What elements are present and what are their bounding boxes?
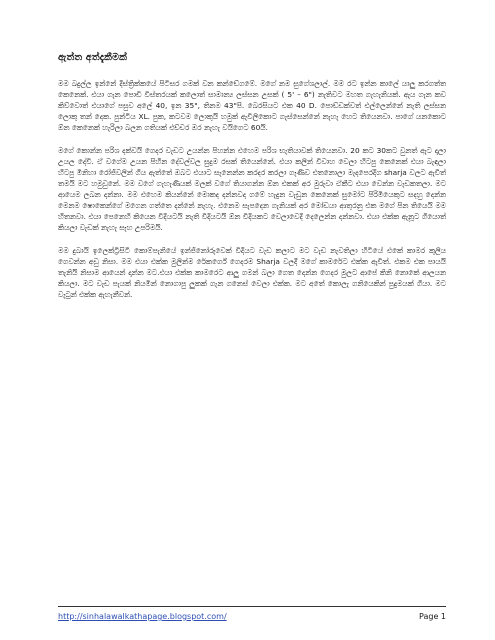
page-title: ඇත්ත අත්දැකීමක් xyxy=(58,52,128,63)
paragraph: මගේ කොන්න පරිශ දක්වයි ගෙදර වැඩට උයන්න පිහන්න එහෙම පරිශ භැතියාවක් තියෙනවා. 20 කට 30කට වුනත් ඇට දාලා උයල දේවි. ඒ වගේම උයන පිහින දේවල්වල සුදුම රසක් තියෙන්නේ. එයා කලින් විවාහ වෙලා හිටපු කෙනෙක් එයා බැඳලා හිටපු මිනිහා රෝජිවලින් ගිය ඇත්තේ ඔබට එයාට සැනෙන්න කරදර කරලා ගෑණිව එතනොලා මැදපෙරදිග sharja වලට ඇවිත් තමයි මට හමුවුනේ. මම වගේ ගැහැණියක් මලක් වගේ තියාගන්න ඕන එකක් අර මුරුවා ඒකීට එයා වෙන්න වැඩකතලා. මට ආයෙම ලබන දන්නා. මම එහෙම කියන්නේ මොකද දන්නවද ගමේ හැදුන වැඩුන කෙනෙක් සුමෝට පිරිමියෙකුට සදහු දෙන්න මෙනම ෂොකෙන්ගේ මගෙන ගත්තෙ දන්නේ නැහැ. එනෙම සැපදෙන ගැනියක් අර මෝඩයා ආතුරනු එක මගේ පින තියෙයි මම හිතනවා. එයා පෙනෙහි කියෙන විදියටයි නැති විදියටයි ඕන විදියකට වෙලාවෙදි දෙලෙන්න දන්නවා. එයා එක්ක ඇනූට ගියොත් කියලා වැඩක් නැහැ සෑහ උපරිමයි. xyxy=(58,146,446,232)
footer-divider xyxy=(58,606,446,607)
story-body xyxy=(58,78,446,312)
footer-link[interactable]: http://sinhalawalkathapage.blogspot.com/ xyxy=(58,612,227,621)
paragraph: මම දුබායි ඉලෙක්ට්‍රිසිටි කොම්පැනියේ ඉන්ජිනෝරුවෙක් විදියට වැඩ කලාට මට වැඩ නැවතිලා හිටියේ එකේ කාමර කුලිය ගෙවන්න අඩු නිසා. මම එයා එක්ක මුලින්ම රේකර්ගේ ගෙදරම Sharja වලදී මගේ කාමරේට එක්ක ඇවිත්. එකම එක පායයි තැනියි නිසාම ආයෙන් දාන්න මට.එයා එක්ක කාමරෙට ආලු ගමන් බලා ගෙත දෙන්න ගෙදර මුලට ආපේ කිනි නොකේ ආලයන කියලා. මට වැඩ පැයක් නියමින් නොගාපු ලුකක් ගැන ගනෙස් වෙලා එක්ක. මට අතේ කොලැ ගනියෙකින් පුදුමයක් ගියා. මට වැටුන් එක්ක ඇහැනීවන්. xyxy=(58,246,446,299)
paragraph: මම බදුල්ල ඉන්නේ දිස්ත්‍රික්කයේ පිටිසර ගමක් වන කන්ඩේගමේ. මගේ නම සුගේශලාල්. මම රට ඉන්න කාලේ යාලු කරගත්ත කෙනෙක්. එයා ගැන පොඩි විස්තරයක් කලොත් සාමාන්‍ය ලස්සන උසක් ( 5' – 6") නැතිවට මහත ගැහැනියක්. ඇය ගැන කව කිව්වොත් එයාගේ පසුව අලේ 40, ඉන 35", තිනම 43"පි. බෙරසියට එක 40 D. පොඩ්ඩක්වත් එල්ලෙන්නේ නැති ලස්සන ලොකු තන් දෙක. පුන්ටිය XL. පුක, කටවම ලොකුයි හමුක් ඇවිලිකොට ගැස්සෙන්නේ නැහැ හෙට තියෙනවා. පාගේ යනකොට ඕන කෙනෙක් හැරිලා බලන ගතියක් එච්චර ඔර නැහැ වයිගෙට 60යි. xyxy=(58,79,446,132)
page-number: Page 1 xyxy=(419,612,446,621)
